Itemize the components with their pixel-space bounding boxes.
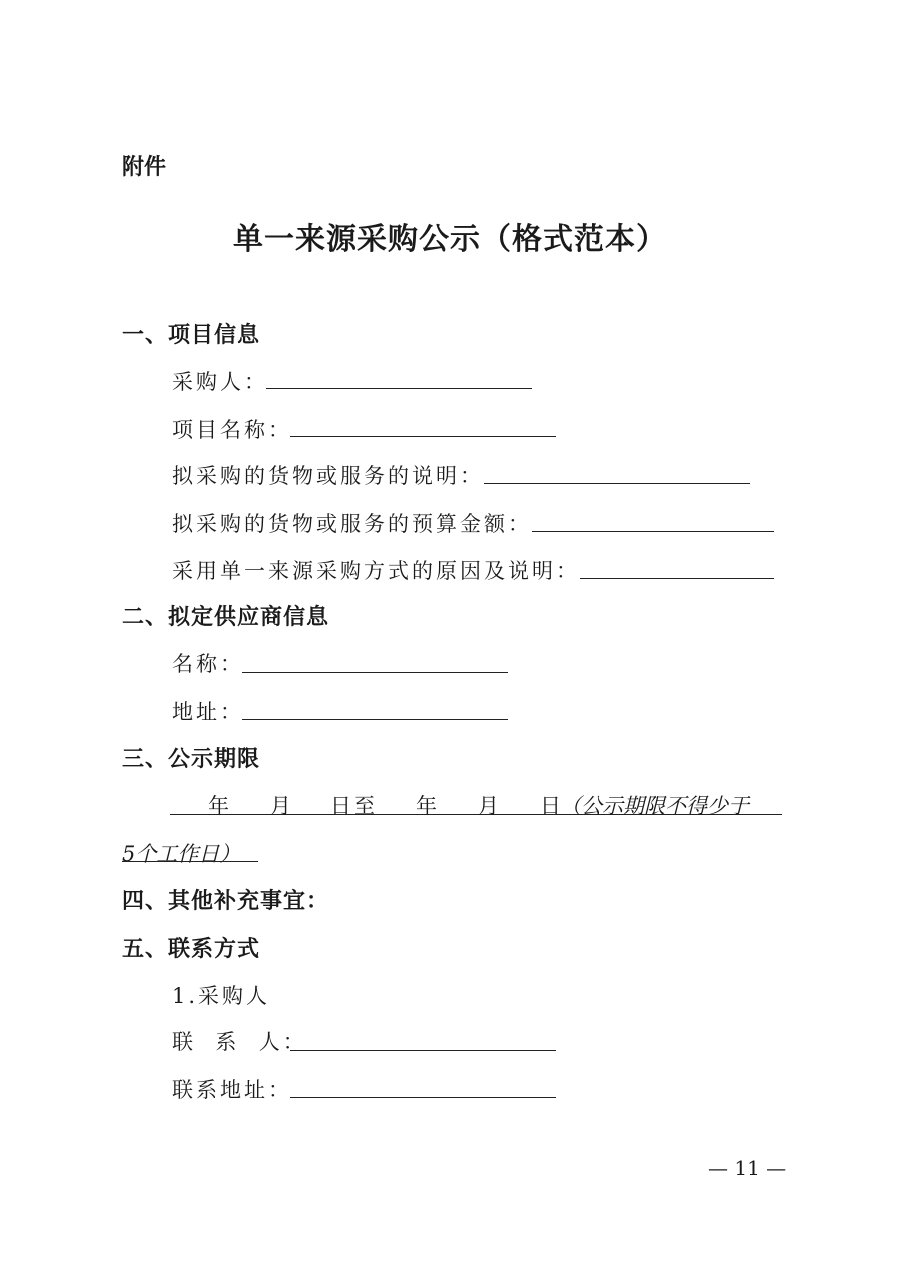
section-1-heading: 一、项目信息 [122, 323, 261, 348]
purchaser-blank[interactable] [266, 388, 532, 389]
contact-person-blank[interactable] [290, 1050, 556, 1051]
contact-purchaser-subheading: 1.采购人 [172, 984, 271, 1008]
purchaser-label: 采购人： [172, 370, 268, 394]
supplier-address-blank[interactable] [242, 719, 508, 720]
reason-blank[interactable] [580, 578, 774, 579]
budget-amount-label: 拟采购的货物或服务的预算金额： [172, 512, 532, 536]
contact-address-blank[interactable] [290, 1097, 556, 1098]
budget-amount-blank[interactable] [532, 531, 774, 532]
contact-address-label: 联系地址： [172, 1078, 292, 1102]
supplier-name-label: 名称： [172, 652, 244, 676]
page-number: — 11 — [708, 1156, 787, 1180]
section-4-heading: 四、其他补充事宜： [122, 889, 330, 914]
supplier-name-blank[interactable] [242, 672, 508, 673]
period-day-2: 日 [540, 794, 564, 818]
period-note-underline [122, 861, 258, 862]
document-title: 单一来源采购公示（格式范本） [233, 222, 667, 257]
period-month-1: 月 [270, 794, 294, 818]
supplier-address-label: 地址： [172, 700, 244, 724]
section-5-heading: 五、联系方式 [122, 937, 261, 962]
period-note-line-1: （公示期限不得少于 [560, 794, 749, 818]
period-month-2: 月 [478, 794, 502, 818]
goods-description-label: 拟采购的货物或服务的说明： [172, 464, 484, 488]
period-day-to: 日至 [330, 794, 378, 818]
attachment-label: 附件 [122, 155, 167, 180]
project-name-blank[interactable] [290, 436, 556, 437]
project-name-label: 项目名称： [172, 418, 292, 442]
goods-description-blank[interactable] [484, 483, 750, 484]
section-3-heading: 三、公示期限 [122, 747, 261, 772]
section-2-heading: 二、拟定供应商信息 [122, 605, 330, 630]
contact-person-label: 联 系 人： [172, 1030, 307, 1054]
reason-label: 采用单一来源采购方式的原因及说明： [172, 559, 580, 583]
period-year-2: 年 [416, 794, 440, 818]
period-year-1: 年 [208, 794, 232, 818]
period-note-line-2: 5个工作日） [122, 842, 241, 866]
